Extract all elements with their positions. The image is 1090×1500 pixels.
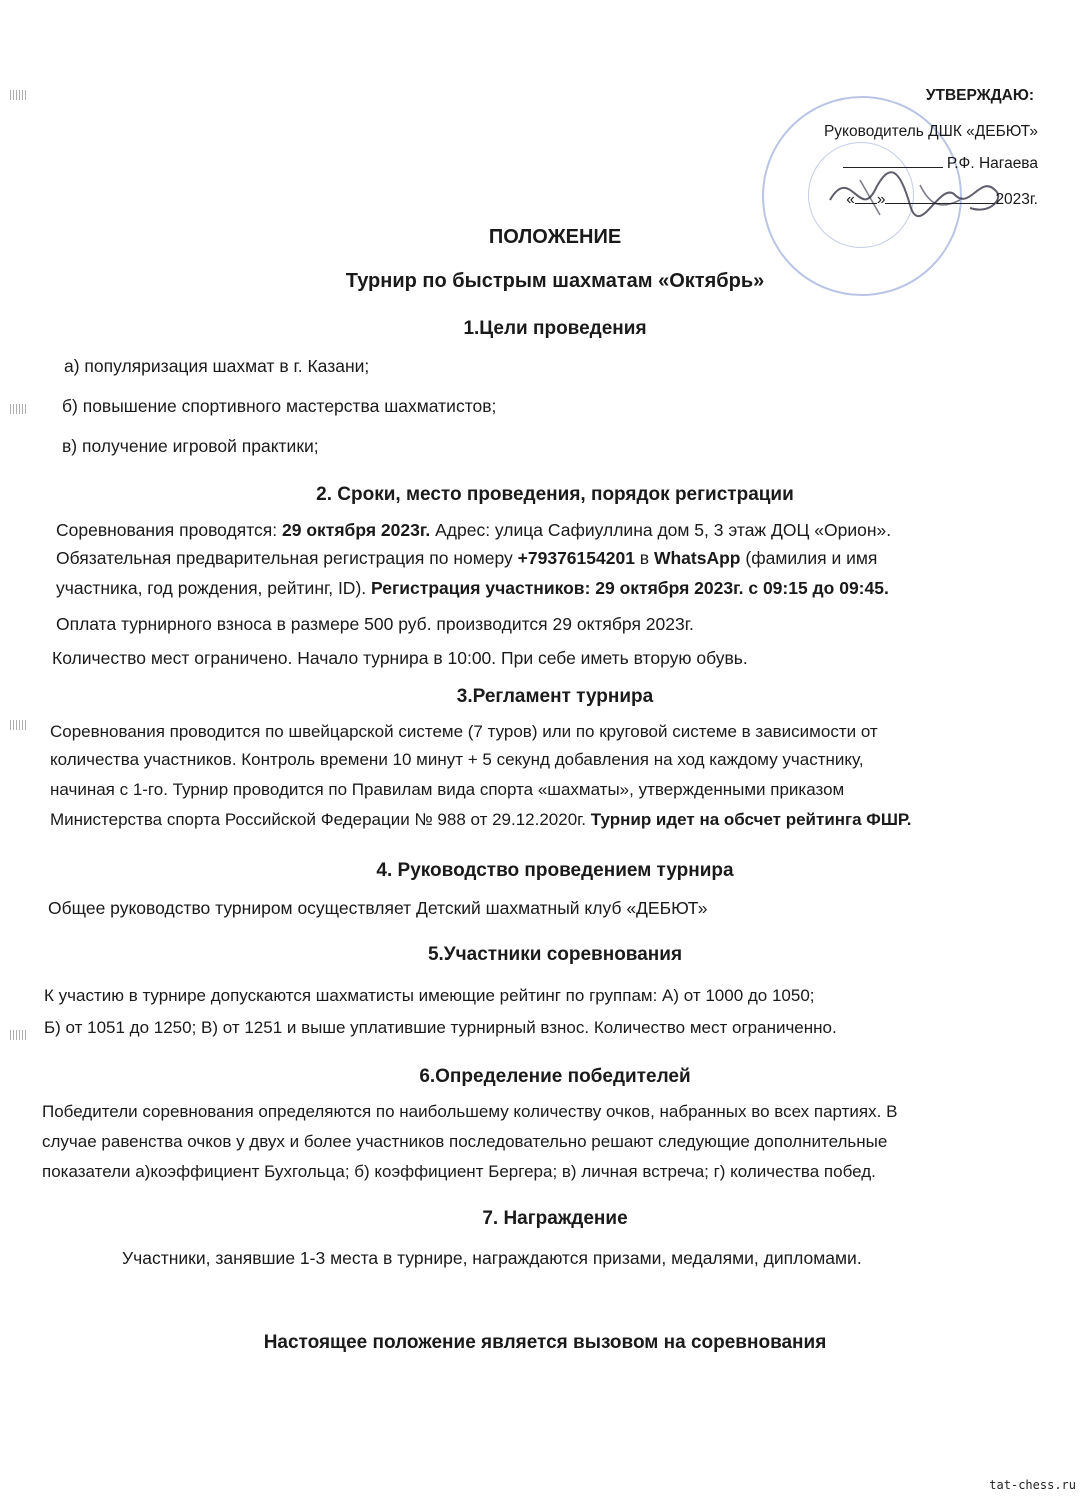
dates-paragraph-line — [56, 520, 891, 541]
participants-line: Б) от 1051 до 1250; В) от 1251 и выше уплатившие турнирный взнос. Количество мест ограниченно. — [44, 1018, 837, 1037]
text-span: Количество мест ограничено — [52, 648, 288, 668]
goal-item: б) повышение спортивного мастерства шахматистов; — [62, 396, 497, 416]
date-quote-close: » — [876, 191, 886, 208]
goal-item: в) получение игровой практики; — [62, 436, 319, 456]
dates-paragraph-line — [52, 648, 748, 669]
whatsapp-label: WhatsApp — [653, 548, 741, 568]
scan-artifact — [10, 90, 26, 100]
text-span: участника, год рождения, рейтинг, ID). — [56, 578, 371, 598]
participants-line: К участию в турнире допускаются шахматисты имеющие рейтинг по группам: А) от 1000 до 1050; — [44, 986, 815, 1005]
date-year: 2023г. — [995, 191, 1038, 208]
phone-number: +79376154201 — [517, 548, 635, 568]
awards-line: Участники, занявшие 1-3 места в турнире, награждаются призами, медалями, дипломами. — [122, 1248, 862, 1268]
text-span: Обязательная предварительная регистрация по номеру — [56, 548, 518, 568]
section-7-heading: 7. Награждение — [482, 1208, 628, 1229]
rules-line: начиная с 1-го. Турнир проводится по Правилам вида спорта «шахматы», утвержденными приказом — [50, 780, 845, 799]
text-span: . Начало турнира в 10:00. При себе иметь вторую обувь. — [287, 648, 748, 668]
winners-line: показатели а)коэффициент Бухгольца; б) коэффициент Бергера; в) личная встреча; г) количества побед. — [42, 1162, 876, 1181]
approver-name: Р.Ф. Нагаева — [946, 155, 1038, 172]
approve-label: УТВЕРЖДАЮ: — [925, 87, 1034, 104]
document-title: ПОЛОЖЕНИЕ — [488, 226, 622, 248]
scan-artifact — [10, 404, 26, 414]
approver-position: Руководитель ДШК «ДЕБЮТ» — [823, 123, 1038, 140]
winners-line: Победители соревнования определяются по наибольшему количеству очков, набранных во всех партиях. В — [42, 1102, 898, 1121]
date-line — [846, 192, 1038, 208]
text-span: Министерства спорта Российской Федерации № 988 от 29.12.2020г. — [50, 810, 591, 829]
rating-note: Турнир идет на обсчет рейтинга ФШР. — [590, 810, 912, 829]
section-2-heading: 2. Сроки, место проведения, порядок регистрации — [316, 484, 794, 505]
date-day-blank — [855, 203, 877, 204]
section-6-heading: 6.Определение победителей — [419, 1066, 691, 1087]
scan-artifact — [10, 720, 26, 730]
date-month-blank — [885, 203, 995, 204]
event-address: Адрес: улица Сафиуллина дом 5, 3 этаж ДОЦ «Орион». — [430, 520, 892, 540]
rules-line — [50, 810, 911, 830]
closing-statement: Настоящее положение является вызовом на соревнования — [263, 1332, 827, 1353]
text-span: в — [634, 548, 654, 568]
signature-underline — [843, 167, 943, 168]
rules-line: количества участников. Контроль времени 10 минут + 5 секунд добавления на ход каждому участнику, — [50, 750, 864, 769]
dates-paragraph-line: Оплата турнирного взноса в размере 500 руб. производится 29 октября 2023г. — [56, 614, 694, 634]
section-3-heading: 3.Регламент турнира — [456, 686, 654, 707]
dates-paragraph-line — [56, 548, 877, 569]
winners-line: случае равенства очков у двух и более участников последовательно решают следующие дополнительные — [42, 1132, 888, 1151]
scan-artifact — [10, 1030, 26, 1040]
document-subtitle: Турнир по быстрым шахматам «Октябрь» — [345, 270, 765, 292]
text-span: Соревнования проводятся: — [56, 520, 282, 540]
section-1-heading: 1.Цели проведения — [463, 318, 647, 339]
site-watermark: tat-chess.ru — [989, 1478, 1076, 1492]
registration-time: Регистрация участников: 29 октября 2023г. с 09:15 до 09:45. — [371, 578, 889, 598]
section-4-heading: 4. Руководство проведением турнира — [376, 860, 734, 881]
organizer-line: Общее руководство турниром осуществляет Детский шахматный клуб «ДЕБЮТ» — [48, 898, 708, 918]
goal-item: а) популяризация шахмат в г. Казани; — [64, 356, 370, 376]
rules-line: Соревнования проводится по швейцарской системе (7 туров) или по круговой системе в зависимости от — [50, 722, 878, 741]
date-quote-open: « — [846, 191, 855, 208]
text-span: (фамилия и имя — [740, 548, 878, 568]
section-5-heading: 5.Участники соревнования — [427, 944, 683, 965]
dates-paragraph-line — [56, 578, 889, 599]
signature-line — [843, 156, 1038, 172]
event-date: 29 октября 2023г. — [282, 520, 431, 540]
